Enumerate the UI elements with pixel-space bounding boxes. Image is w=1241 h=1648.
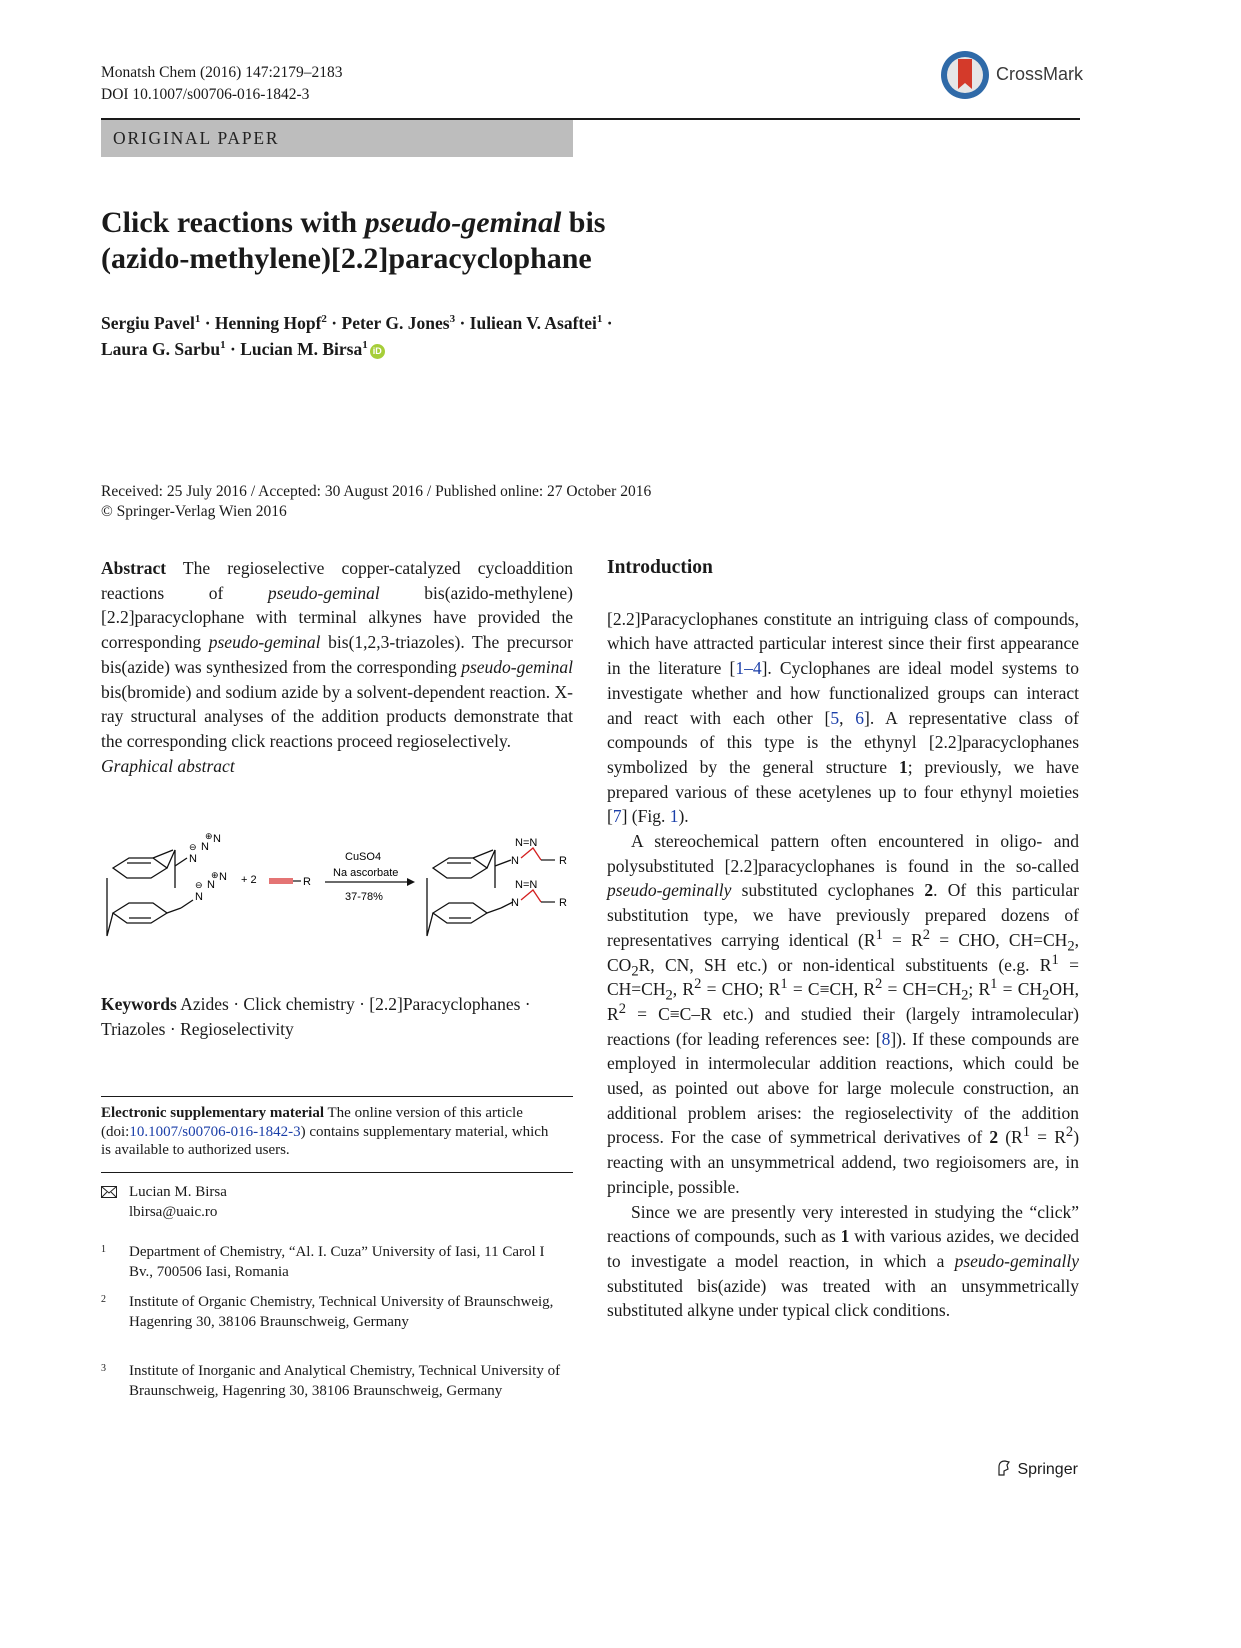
graphical-abstract-label: Graphical abstract [101,755,235,776]
publisher-name: Springer [1017,1461,1078,1478]
compound-ref: 2 [989,1127,999,1148]
triazole-nn: N=N [515,837,538,849]
plus-charge: ⊕ [205,831,213,841]
affiliation-number: 1 [101,1244,106,1255]
product-r: R [559,855,567,867]
envelope-icon [101,1184,117,1204]
superscript: 2 [694,976,702,993]
intro-seg: [2.2]Paracyclophanes constitute an intriguing class of compounds, which have attracted particular interest since their first appearance in the literature [ [607,608,1079,679]
author-name[interactable]: Laura G. Sarbu [101,339,221,359]
contact-name: Lucian M. Birsa [129,1184,227,1200]
intro-seg: with various azides, we decided to investigate a model reaction, in which a [607,1226,1079,1271]
orcid-icon[interactable]: iD [370,344,385,359]
section-band-label: ORIGINAL PAPER [113,128,280,148]
title-italic: pseudo-geminal [364,206,562,239]
author-affiliation: 1 [220,339,226,352]
intro-seg: , R [672,979,695,1000]
intro-seg: = CHO; R [701,979,781,1000]
label-n: N [511,855,519,867]
received-date: Received: 25 July 2016 [101,483,247,500]
superscript: 2 [875,976,883,993]
footnote-rule [101,1096,573,1097]
product-r: R [559,897,567,909]
intro-seg: = C≡C–R etc.) and studied their (largely intramolecular) reactions (for leading references see: [ [607,1003,1079,1049]
crossmark-badge[interactable] [940,50,1084,104]
affiliation-text: Institute of Organic Chemistry, Technical University of Braunschweig, Hagenring 30, 38106 Braunschweig, Germany [129,1294,554,1330]
intro-seg: ] (Fig. [621,806,670,827]
title-part3: bis [561,206,606,239]
label-n: N [219,871,227,883]
condition-yield: 37-78% [345,891,383,903]
condition-cuso4: CuSO4 [345,851,382,863]
condition-ascorbate: Na ascorbate [333,867,399,879]
affiliation-text: Institute of Inorganic and Analytical Chemistry, Technical University of Braunschweig, Hagenring 30, 38106 Braunschweig, Germany [129,1363,561,1399]
subscript: 2 [961,987,969,1004]
article-doi: DOI 10.1007/s00706-016-1842-3 [101,86,310,103]
triazole-nn: N=N [515,879,538,891]
compound-ref: 1 [840,1226,850,1247]
ref-link[interactable]: 8 [881,1028,891,1049]
author-name[interactable]: Peter G. Jones [341,313,450,333]
esm-text: The online version of this article (doi: [101,1105,523,1140]
intro-seg: OH, R [607,979,1079,1024]
intro-paragraph: [2.2]Paracyclophanes constitute an intriguing class of compounds, which have attracted particular interest since their first appearance in the literature [1–4]. Cyclophanes are ideal model systems to investigate whether and how functionalized groups can interact and react with each other [5, 6]. A representative class of compounds of this type is the ethynyl [2.2]paracyclophanes symbolized by the general structure 1; previously, we have prepared various of these acetylenes up to four ethynyl moieties [7] (Fig. 1). [607,608,1080,827]
intro-seg: R, CN, SH etc.) or non-identical substituents (e.g. R [638,954,1052,975]
abstract-seg: The regioselective copper-catalyzed cycloaddition reactions of [101,558,573,603]
journal-citation: Monatsh Chem (2016) 147:2179–2183 [101,64,343,81]
intro-seg: (R [998,1127,1023,1148]
esm-label: Electronic supplementary material [101,1105,325,1121]
subscript: 2 [631,963,639,980]
cyclophane-right [427,850,513,936]
superscript: 1 [780,976,788,993]
intro-seg: ]). If these compounds are employed in intermolecular addition reactions, which could be used, as pointed out above for large molecule construction, an additional problem arises: the regioselectivity of the addition process. For the case of symmetrical derivatives of [607,1028,1079,1148]
compound-ref: 1 [899,756,908,777]
keywords [101,992,573,1041]
label-n: N [201,841,209,853]
crossmark-icon [940,50,990,100]
intro-seg: A stereochemical pattern often encountered in oligo- and polysubstituted [2.2]paracyclophanes is found in the so-called [607,831,1079,876]
abstract-italic: pseudo-geminal [267,582,380,603]
superscript: 2 [1065,1124,1074,1141]
intro-seg: substituted bis(azide) was treated with an unsymmetrically substituted alkyne under typical click conditions. [607,1275,1079,1321]
affiliation-number: 2 [101,1294,106,1305]
crossmark-label: CrossMark [996,64,1084,84]
figure-link[interactable]: 1 [669,806,679,827]
keywords-label: Keywords [101,994,177,1014]
esm-text: ) contains supplementary material, which is available to authorized users. [101,1123,549,1158]
springer-horse-icon [995,1459,1013,1477]
article-dates: Received: 25 July 2016 / Accepted: 30 August 2016 / Published online: 27 October 2016 © Springer-Verlag Wien 2016 [101,483,652,520]
superscript: 2 [922,927,931,944]
intro-seg: = CH=CH [607,954,1079,1000]
label-n: N [213,833,221,845]
minus-charge: ⊖ [195,880,203,890]
intro-seg: ). [678,806,689,827]
title-line2: (azido-methylene)[2.2]paracyclophane [101,242,592,275]
corresponding-author [101,1182,573,1222]
author-affiliation: 1 [362,339,368,352]
keywords-list: Azides · Click chemistry · [2.2]Paracyclophanes · Triazoles · Regioselectivity [101,994,531,1039]
label-n: N [511,897,519,909]
intro-seg: = R [882,929,923,950]
abstract-italic: pseudo-geminal [461,656,573,677]
abstract-italic: pseudo-geminal [208,632,321,653]
esm-doi-link[interactable]: 10.1007/s00706-016-1842-3 [129,1123,301,1140]
author-affiliation: 3 [449,313,456,326]
intro-seg: ) reacting with an unsymmetrical addend, two regioisomers are, in principle, possible. [607,1127,1080,1197]
author-name[interactable]: Lucian M. Birsa [240,339,363,359]
superscript: 1 [1022,1124,1031,1141]
graphical-abstract-scheme [101,828,573,948]
published-date: Published online: 27 October 2016 [435,483,652,500]
author-affiliation: 2 [321,313,327,326]
author-affiliation: 1 [194,313,201,326]
intro-italic: pseudo-geminally [607,880,732,901]
affiliation-number: 3 [101,1363,106,1374]
abstract [101,556,573,778]
intro-seg: , CO [607,929,1079,975]
intro-seg: Since we are presently very interested in studying the “click” reactions of compounds, such as [607,1201,1079,1247]
intro-seg: ; previously, we have prepared various of these acetylenes up to four ethynyl moieties [ [607,756,1079,827]
intro-seg: = CH [997,979,1043,1000]
minus-charge: ⊖ [189,842,197,852]
intro-seg: substituted cyclophanes [731,880,925,901]
abstract-seg: bis(1,2,3-triazoles). The precursor bis(azide) was synthesized from the corresponding [101,632,573,677]
reagent-r: R [303,876,311,888]
intro-seg: ; R [968,979,991,1000]
introduction [607,556,1079,1323]
label-n: N [195,891,203,903]
abstract-seg: bis(azido-methylene)[2.2]paracyclophane with terminal alkynes have provided the corresponding [101,582,573,653]
abstract-seg: bis(bromide) and sodium azide by a solvent-dependent reaction. X-ray structural analyses of the addition products demonstrate that the corresponding click reactions proceed regioselectively. [101,681,573,751]
subscript: 2 [1067,938,1075,955]
superscript: 1 [990,976,998,993]
author-list: Sergiu Pavel$^1$ · Henning Hopf$^2$ · Peter G. Jones$^3$ · Iuliean V. Asaftei$^1$ · Laura G. Sarbu$^1$ · Lucian M. Birsa$^1$ iD [101,313,613,359]
intro-seg: ]. A representative class of compounds of this type is the ethynyl [2.2]paracyclophanes symbolized by the general structure [607,707,1079,777]
accepted-date: Accepted: 30 August 2016 [258,483,424,500]
ref-link[interactable]: 1–4 [735,658,762,679]
intro-seg: = R [1030,1127,1066,1148]
subscript: 2 [1042,987,1050,1004]
triazole-rings [521,848,541,902]
ref-link[interactable]: 5 [830,707,840,728]
abstract-text [101,556,573,754]
plus-charge: ⊕ [211,870,219,880]
intro-seg: . Of this particular substitution type, we have previously prepared dozens of representatives carrying identical (R [607,880,1080,950]
author-name[interactable]: Henning Hopf [214,313,322,333]
supplementary-note [101,1104,551,1160]
abstract-label: Abstract [101,558,167,578]
section-heading: Introduction [607,557,713,578]
title-part1: Click reactions with [101,206,365,239]
intro-italic: pseudo-geminally [954,1250,1079,1271]
intro-paragraph [607,829,1079,1200]
intro-paragraph [607,1200,1079,1324]
intro-seg: = C≡CH, R [787,979,876,1000]
journal-header [101,62,343,106]
author-name[interactable]: Iuliean V. Asaftei [469,313,597,333]
author-name[interactable]: Sergiu Pavel [101,313,195,333]
intro-seg: = CH=CH [882,979,962,1000]
intro-seg: = CHO, CH=CH [930,929,1068,950]
label-n: N [189,853,197,865]
arrow-head [407,878,415,886]
intro-seg: ]. Cyclophanes are ideal model systems to investigate whether and how functionalized groups can interact and react with each other [ [607,658,1080,728]
reagent-multiplier: + 2 [241,874,257,886]
affiliation-text: Department of Chemistry, “Al. I. Cuza” University of Iasi, 11 Carol I Bv., 700506 Iasi, Romania [129,1244,545,1280]
paper-title [101,205,801,277]
ref-link[interactable]: 7 [612,806,622,827]
superscript: 1 [875,927,883,944]
compound-ref: 2 [924,880,934,901]
cyclophane-left [107,850,193,936]
superscript: 1 [1051,951,1059,968]
publisher-logo [995,1459,1078,1479]
author-affiliation: 1 [596,313,603,326]
subscript: 2 [665,987,673,1004]
section-band [101,120,573,157]
ref-link[interactable]: 6 [855,707,865,728]
footnote-rule [101,1172,573,1173]
superscript: 2 [618,1001,626,1018]
copyright-line: © Springer-Verlag Wien 2016 [101,503,287,520]
label-n: N [207,879,215,891]
contact-email[interactable]: lbirsa@uaic.ro [129,1204,218,1220]
